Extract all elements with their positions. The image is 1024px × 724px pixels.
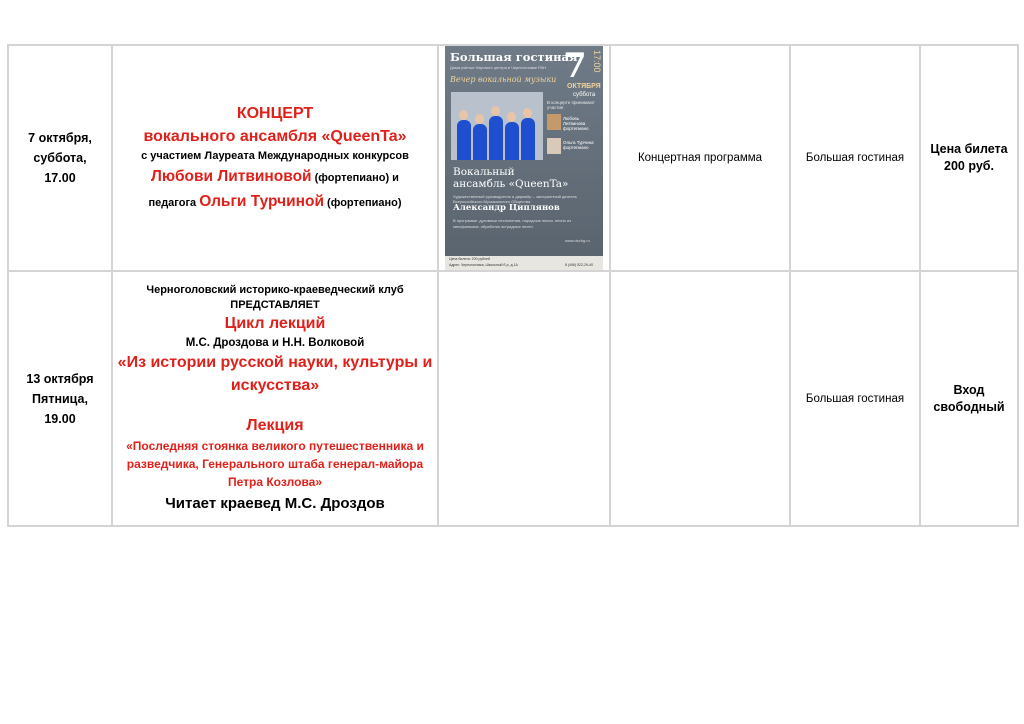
poster-brand: Большая гостиная xyxy=(450,50,578,64)
poster-cell xyxy=(438,271,610,526)
events-table xyxy=(7,44,1019,527)
teacher-name: Ольги Турчиной xyxy=(199,192,324,210)
poster-day: 7 xyxy=(563,46,587,86)
table-row xyxy=(8,271,1018,526)
performer-name: Любови Литвиновой xyxy=(151,167,312,185)
event-description: Черноголовский историко-краеведческий клуб ПРЕДСТАВЛЯЕТ Цикл лекций М.С. Дроздова и Н.Н. Волковой «Из истории русской науки, культуры и искусства» Лекция «Последняя стоянка великого путешественника и разведчика, Генерального штаба генерал-майора Петра Козлова» Читает краевед М.С. Дроздов xyxy=(112,271,438,526)
lecture-heading: Лекция xyxy=(246,416,304,434)
event-venue: Большая гостиная xyxy=(790,271,920,526)
club-name: Черноголовский историко-краеведческий клуб xyxy=(146,283,404,296)
event-price: Вход свободный xyxy=(920,271,1018,526)
table-row xyxy=(8,45,1018,271)
performer-photo xyxy=(547,114,561,130)
event-price: Цена билета 200 руб. xyxy=(920,45,1018,271)
lecture-cycle: Цикл лекций xyxy=(224,314,326,332)
event-description: КОНЦЕРТ вокального ансамбля «QueenTa» с участием Лауреата Международных конкурсов Любови Литвиновой (фортепиано) и педагога Ольги Турчиной (фортепиано) xyxy=(112,45,438,271)
poster-cell xyxy=(438,45,610,271)
concert-with: с участием Лауреата Международных конкурсов xyxy=(141,149,409,162)
concert-title: КОНЦЕРТ xyxy=(236,104,314,122)
event-venue: Большая гостиная xyxy=(790,45,920,271)
event-program: Концертная программа xyxy=(610,45,790,271)
lecture-reader: Читает краевед М.С. Дроздов xyxy=(165,494,385,512)
ensemble-photo xyxy=(451,92,543,160)
poster-footer: Цена билета: 200 рублей Адрес: Черноголовка, Школьный б-р, д.1А 8 (496) 522-29-40 xyxy=(445,256,603,270)
lecture-title: «Последняя стоянка великого путешественника и разведчика, Генерального штаба генерал-майора Петра Козлова» xyxy=(126,438,424,489)
event-date: 13 октября Пятница, 19.00 xyxy=(8,271,112,526)
lecture-series: «Из истории русской науки, культуры и искусства» xyxy=(117,353,433,394)
poster-ensemble: Вокальный ансамбль «QueenTa» xyxy=(453,166,569,190)
concert-poster: Большая гостиная Дома учёных Научного центра в Черноголовке РАН 7 17:00 ОКТЯБРЯ суббота Вечер вокальной музыки В концерте принимают участие Любовь Литвинова фортепиано Ольга Турчина фортепиано Вокальный ансамбль «QueenTa» Художественный руководитель и дирижёр – заслуженный деятель Всероссийского Музыкального Общества Александр Циплянов В программе: духовные песнопения, народные песни, песни из кинофильмов, обработки эстрадных песен www.dschg.ru Цена билета: 200 рублей Адрес: Черноголовка, Школьный б-р, д.1А 8 (496) 522-29-40 xyxy=(445,46,603,270)
performer-photo xyxy=(547,138,561,154)
concert-subtitle: вокального ансамбля «QueenTa» xyxy=(143,127,407,145)
event-program xyxy=(610,271,790,526)
event-date: 7 октября, суббота, 17.00 xyxy=(8,45,112,271)
lecture-authors: М.С. Дроздова и Н.Н. Волковой xyxy=(185,336,365,349)
